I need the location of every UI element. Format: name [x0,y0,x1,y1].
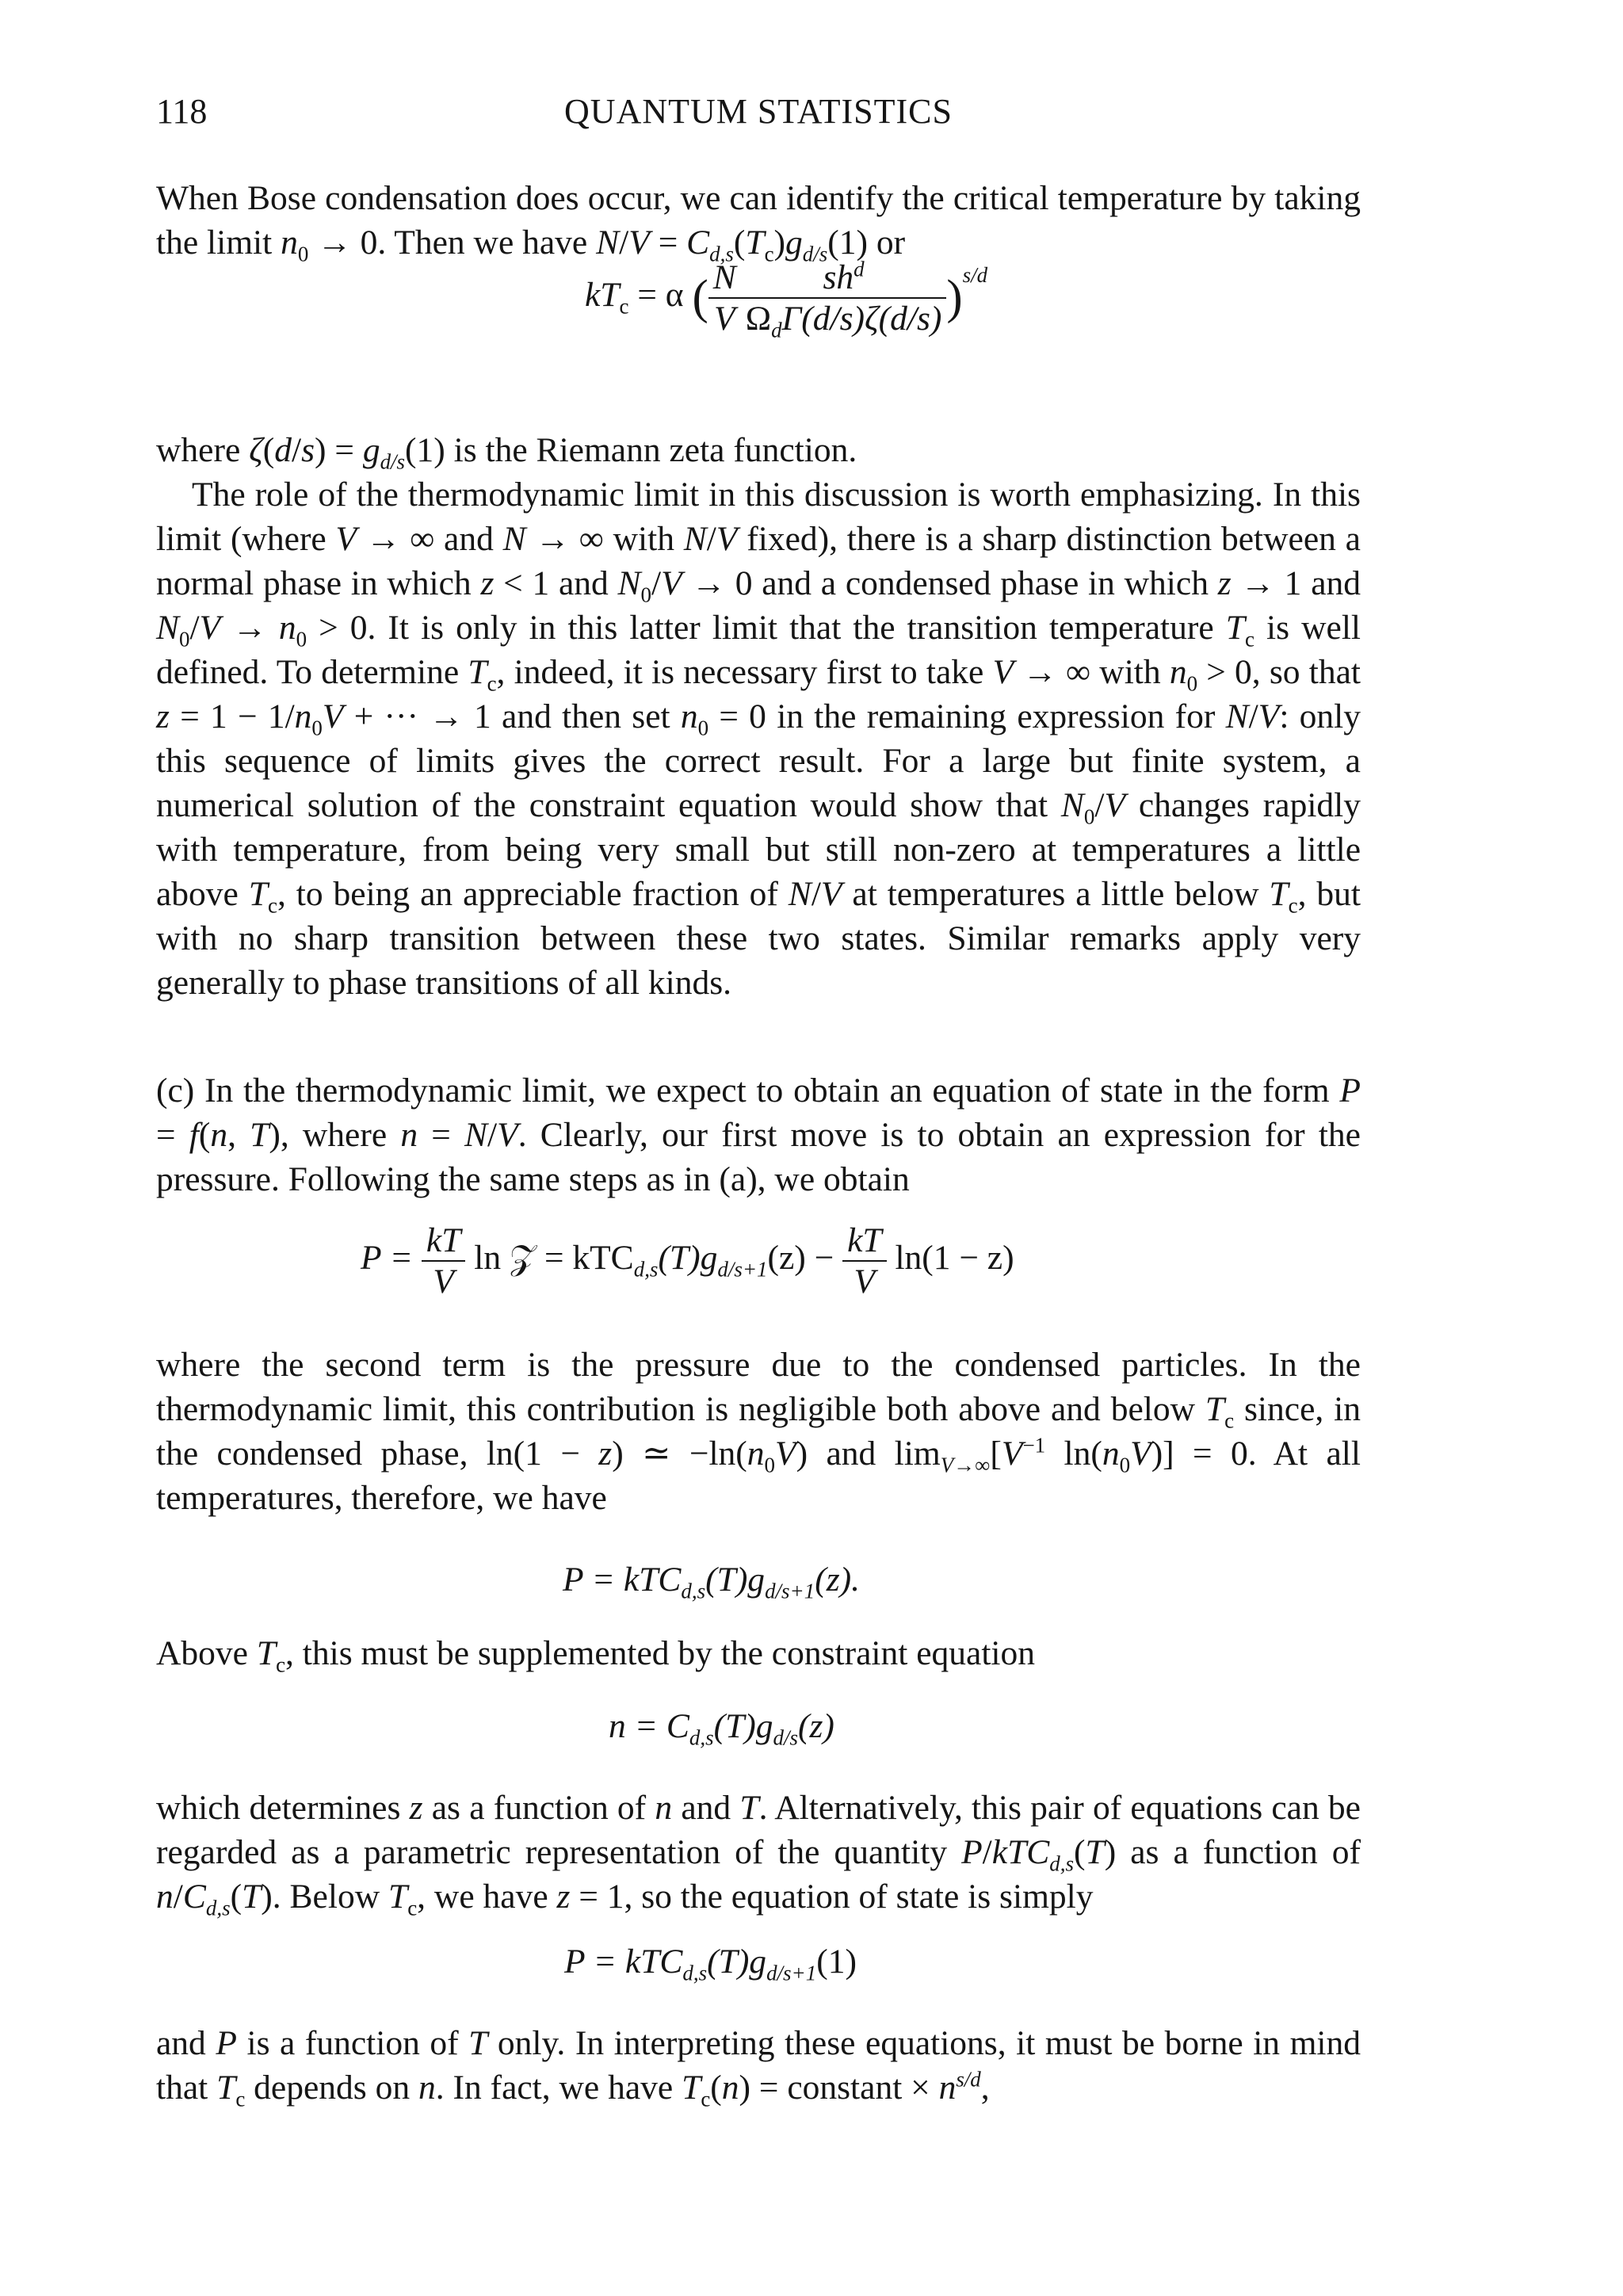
paragraph-constraint-intro: Above $T_c$, this must be supplemented by the constraint equation [156,1634,1036,1677]
paragraph-zeta-definition: where $\zeta(d/s) = g_{d/s}(1)$ is the Riemann zeta function. [156,431,857,474]
equation-critical-temperature: $kT_c = \alpha$ ( $\frac{N}{V}$ $\frac{sh^d}{\Omega_d\Gamma(d/s)\zeta(d/s)}$ )$^{s/d}$ [585,257,988,342]
paragraph-thermodynamic-limit: The role of the thermodynamic limit in this discussion is worth emphasizing. In this limit (where V → ∞ and N → ∞ with N/V fixed), there is a sharp distinction between a normal phase in which z < 1 and $N_0/V \to 0$ and a condensed phase in which z → 1 and $N_0/V \to n_0 > 0$. It is only in this latter limit that the transition temperature $T_c$ is well defined. To determine $T_c$, indeed, it is necessary first to take V → ∞ with $n_0 > 0$, so that $z = 1 - 1/n_0V$ + ··· → 1 and then set $n_0 = 0$ in the remaining expression for N/V: only this sequence of limits gives the correct result. For a large but finite system, a numerical solution of the constraint equation would show that $N_0/V$ changes rapidly with temperature, from being very small but still non-zero at temperatures a little above $T_c$, to being an appreciable fraction of N/V at temperatures a little below $T_c$, but with no sharp transition between these two states. Similar remarks apply very generally to phase transitions of all kinds. [156,476,1361,1002]
page-number: 118 [156,92,208,131]
equation-pressure: P = $\frac{kT}{V}$ ln 𝒵 = $kTC_{d,s}(T)g_{d/s+1}(z)$ − $\frac{kT}{V}$ ln(1 − z) [361,1221,1014,1301]
page-header [156,91,1361,139]
paragraph-equation-of-state: (c) In the thermodynamic limit, we expect to obtain an equation of state in the form P = f(n, T), where n = N/V. Clearly, our first move is to obtain an expression for the pressure. Following the same steps as in (a), we obtain [156,1072,1361,1198]
paragraph-bose-condensation: When Bose condensation does occur, we can identify the critical temperature by taking the limit $n_0 \to 0$. Then we have $N/V = C_{d,s}(T_c)g_{d/s}(1)$ or [156,179,1361,266]
running-title: QUANTUM STATISTICS [564,92,953,131]
paragraph-parametric-representation: which determines z as a function of n and T. Alternatively, this pair of equations can be regarded as a parametric representation of the quantity P/kTC$_{d,s}$(T) as a function of $n/C_{d,s}(T)$. Below $T_c$, we have z = 1, so the equation of state is simply [156,1789,1361,1920]
paragraph-tc-depends-on-n: and P is a function of T only. In interpreting these equations, it must be borne in mind that $T_c$ depends on n. In fact, we have $T_c(n)$ = constant × $n^{s/d}$, [156,2024,1361,2111]
equation-constraint: $n = C_{d,s}(T)g_{d/s}(z)$ [609,1707,834,1750]
equation-pressure-all-temperatures: $P = kTC_{d,s}(T)g_{d/s+1}(z)$. [563,1561,860,1603]
equation-pressure-below-tc: $P = kTC_{d,s}(T)g_{d/s+1}(1)$ [564,1943,857,1985]
paragraph-condensed-contribution: where the second term is the pressure due to the condensed particles. In the thermodynamic limit, this contribution is negligible both above and below $T_c$ since, in the condensed phase, ln(1 − z) ≃ $-\ln(n_0V)$ and $\lim_{V\to\infty}[V^{-1}$ $\ln(n_0V)] = 0$. At all temperatures, therefore, we have [156,1346,1361,1517]
